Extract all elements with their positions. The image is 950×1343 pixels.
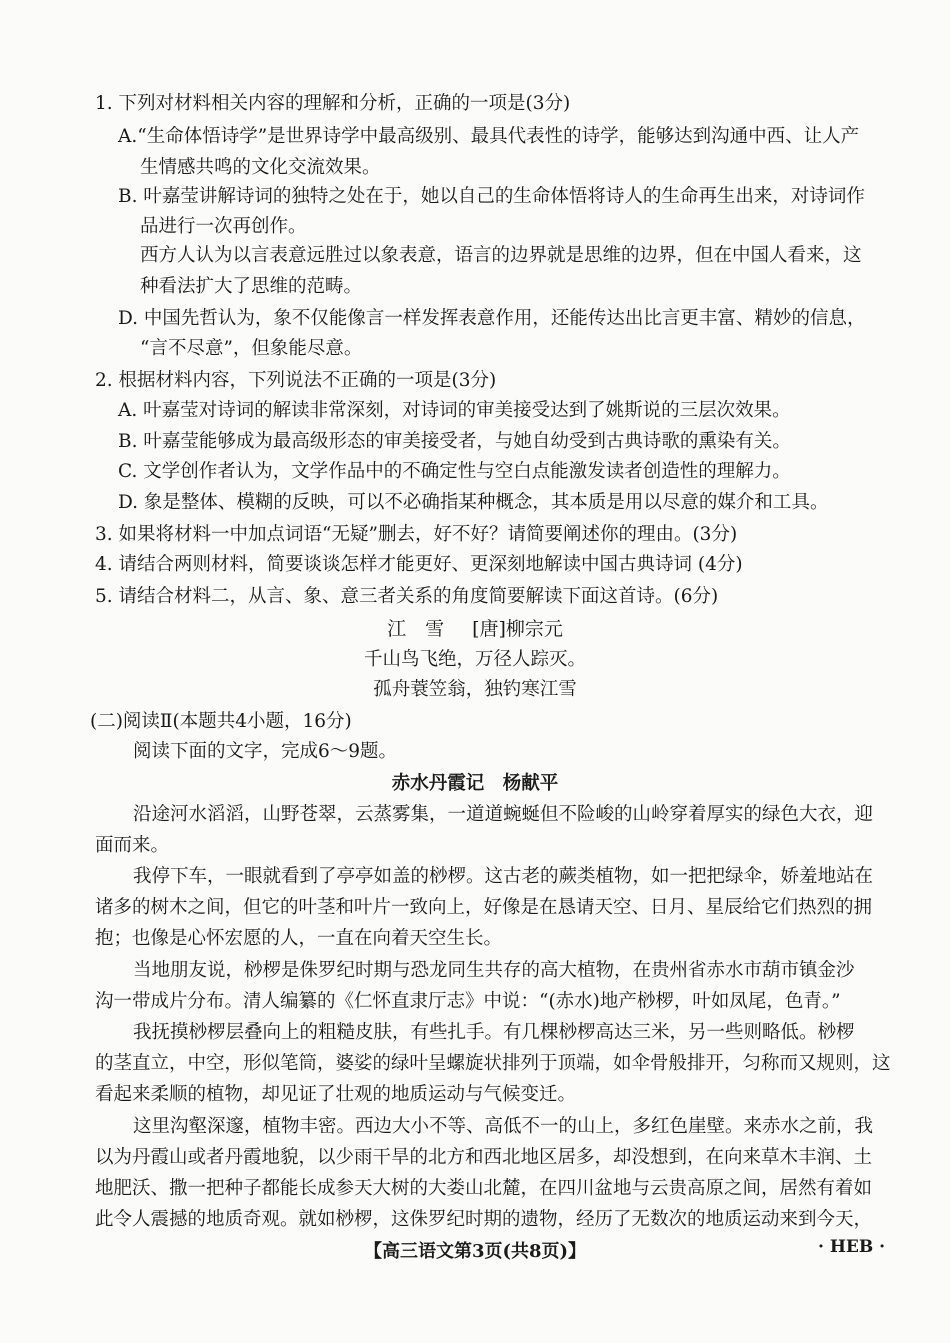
article-line: 沟一带成片分布。清人编纂的《仁怀直隶厅志》中说：“(赤水)地产桫椤，叶如凤尾，色青。” (95, 991, 841, 1012)
q1-option-a: A.“生命体悟诗学”是世界诗学中最高级别、最具代表性的诗学，能够达到沟通中西、让人产 (118, 126, 860, 147)
article-line: 面而来。 (95, 835, 170, 856)
q1-option-b-cont: 品进行一次再创作。 (140, 216, 307, 237)
q2-option-a: A. 叶嘉莹对诗词的解读非常深刻，对诗词的审美接受达到了姚斯说的三层次效果。 (118, 400, 791, 421)
q1-option-a-cont: 生情感共鸣的文化交流效果。 (140, 157, 381, 178)
article-line: 看起来柔顺的植物，却见证了壮观的地质运动与气候变迁。 (95, 1084, 577, 1105)
article-line: 以为丹霞山或者丹霞地貌，以少雨干旱的北方和西北地区居多，却没想到，在向来草木丰润、土 (95, 1147, 873, 1168)
section-instruction: 阅读下面的文字，完成6～9题。 (133, 741, 398, 762)
section-heading: (二)阅读Ⅱ(本题共4小题，16分) (90, 711, 352, 732)
q5: 5. 请结合材料二，从言、象、意三者关系的角度简要解读下面这首诗。(6分) (95, 586, 719, 607)
article-line: 我停下车，一眼就看到了亭亭如盖的桫椤。这古老的蕨类植物，如一把把绿伞，娇羞地站在 (133, 866, 874, 887)
q1-option-c-cont: 种看法扩大了思维的范畴。 (140, 276, 363, 297)
q1-option-b: B. 叶嘉莹讲解诗词的独特之处在于，她以自己的生命体悟将诗人的生命再生出来，对诗词作 (118, 186, 865, 207)
poem-heading (0, 617, 950, 641)
article-line: 此令人震撼的地质奇观。就如桫椤，这侏罗纪时期的遗物，经历了无数次的地质运动来到今天， (95, 1209, 873, 1230)
q3: 3. 如果将材料一中加点词语“无疑”删去，好不好？请简要阐述你的理由。(3分) (95, 524, 738, 545)
poem-title: 江 雪 (387, 618, 445, 640)
q4: 4. 请结合两则材料，简要谈谈怎样才能更好、更深刻地解读中国古典诗词 (4分) (95, 554, 743, 575)
q2-stem: 2. 根据材料内容，下列说法不正确的一项是(3分) (95, 370, 497, 391)
article-line: 当地朋友说，桫椤是侏罗纪时期与恐龙同生共存的高大植物，在贵州省赤水市葫市镇金沙 (133, 960, 855, 981)
q2-option-d: D. 象是整体、模糊的反映，可以不必确指某种概念，其本质是用以尽意的媒介和工具。 (118, 492, 829, 513)
article-line: 诸多的树木之间，但它的叶茎和叶片一致向上，好像是在恳请天空、日月、星辰给它们热烈的拥 (95, 897, 873, 918)
poem-line-1: 千山鸟飞绝，万径人踪灭。 (363, 649, 586, 670)
page-footer: 【高三语文第3页(共8页)】 (363, 1241, 587, 1262)
q1-option-d-cont: “言不尽意”，但象能尽意。 (140, 338, 363, 359)
footer-code: · HEB · (818, 1237, 886, 1257)
q2-option-c: C. 文学创作者认为，文学作品中的不确定性与空白点能激发读者创造性的理解力。 (118, 461, 791, 482)
article-line: 我抚摸桫椤层叠向上的粗糙皮肤，有些扎手。有几棵桫椤高达三米，另一些则略低。桫椤 (133, 1022, 855, 1043)
q1-stem: 1. 下列对材料相关内容的理解和分析，正确的一项是(3分) (95, 93, 571, 114)
poem-author: [唐]柳宗元 (472, 618, 563, 640)
article-line: 沿途河水滔滔，山野苍翠，云蒸雾集，一道道蜿蜒但不险峻的山岭穿着厚实的绿色大衣，迎 (133, 804, 874, 825)
article-line: 抱；也像是心怀宏愿的人，一直在向着天空生长。 (95, 928, 503, 949)
article-line: 这里沟壑深邃，植物丰密。西边大小不等、高低不一的山上，多红色崖壁。来赤水之前，我 (133, 1116, 874, 1137)
poem-line-2: 孤舟蓑笠翁，独钓寒江雪 (373, 679, 577, 700)
article-line: 的茎直立，中空，形似笔筒，婆娑的绿叶呈螺旋状排列于顶端，如伞骨般排开，匀称而又规则，这 (95, 1053, 891, 1074)
article-title: 赤水丹霞记 杨献平 (391, 773, 559, 794)
q1-option-c: 西方人认为以言表意远胜过以象表意，语言的边界就是思维的边界，但在中国人看来，这 (140, 245, 862, 266)
q1-option-d: D. 中国先哲认为，象不仅能像言一样发挥表意作用，还能传达出比言更丰富、精妙的信息， (118, 308, 866, 329)
q2-option-b: B. 叶嘉莹能够成为最高级形态的审美接受者，与她自幼受到古典诗歌的熏染有关。 (118, 431, 791, 452)
article-line: 地肥沃、撒一把种子都能长成参天大树的大娄山北麓，在四川盆地与云贵高原之间，居然有着如 (95, 1178, 873, 1199)
